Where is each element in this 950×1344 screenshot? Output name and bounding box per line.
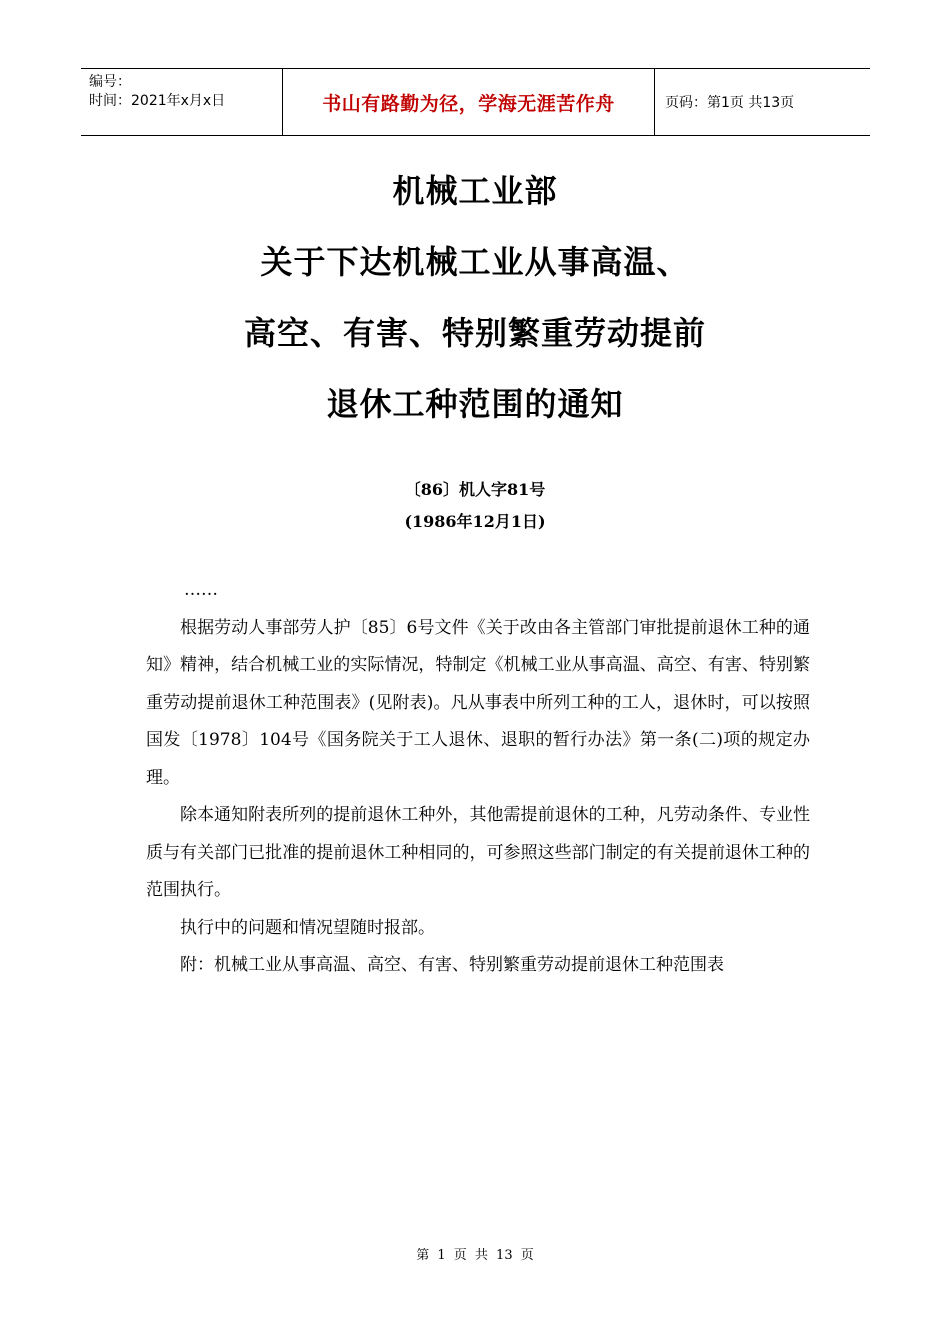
document-title bbox=[0, 156, 950, 440]
title-line-1: 机械工业部 bbox=[392, 172, 558, 210]
header-meta bbox=[81, 69, 282, 135]
header-motto: 书山有路勤为径，学海无涯苦作舟 bbox=[282, 69, 655, 135]
document-body bbox=[146, 572, 810, 985]
document-date: (1986年12月1日) bbox=[404, 512, 546, 531]
page-footer: 第 1 页 共 13 页 bbox=[416, 1248, 534, 1263]
omission-mark: …… bbox=[184, 580, 218, 600]
serial-label: 编号： bbox=[89, 74, 131, 90]
paragraph-1: 根据劳动人事部劳人护〔85〕6号文件《关于改由各主管部门审批提前退休工种的通知》精神，结合机械工业的实际情况，特制定《机械工业从事高温、高空、有害、特别繁重劳动提前退休工种范围表》(见附表)。凡从事表中所列工种的工人，退休时，可以按照国发〔1978〕104号《国务院关于工人退休、退职的暂行办法》第一条(二)项的规定办理。 bbox=[146, 617, 810, 788]
page-header bbox=[81, 68, 870, 136]
title-line-4: 退休工种范围的通知 bbox=[326, 385, 624, 423]
title-line-3: 高空、有害、特别繁重劳动提前 bbox=[243, 314, 706, 352]
document-reference bbox=[0, 474, 950, 538]
date-label: 时间：2021年x月x日 bbox=[89, 93, 226, 109]
title-line-2: 关于下达机械工业从事高温、 bbox=[260, 243, 690, 281]
header-page-info: 页码：第1页 共13页 bbox=[665, 95, 795, 111]
paragraph-2: 除本通知附表所列的提前退休工种外，其他需提前退休的工种，凡劳动条件、专业性质与有关部门已批准的提前退休工种相同的，可参照这些部门制定的有关提前退休工种的范围执行。 bbox=[146, 805, 810, 900]
document-number: 〔86〕机人字81号 bbox=[404, 480, 546, 499]
paragraph-3: 执行中的问题和情况望随时报部。 bbox=[180, 917, 435, 938]
paragraph-attachment: 附：机械工业从事高温、高空、有害、特别繁重劳动提前退休工种范围表 bbox=[180, 955, 724, 975]
